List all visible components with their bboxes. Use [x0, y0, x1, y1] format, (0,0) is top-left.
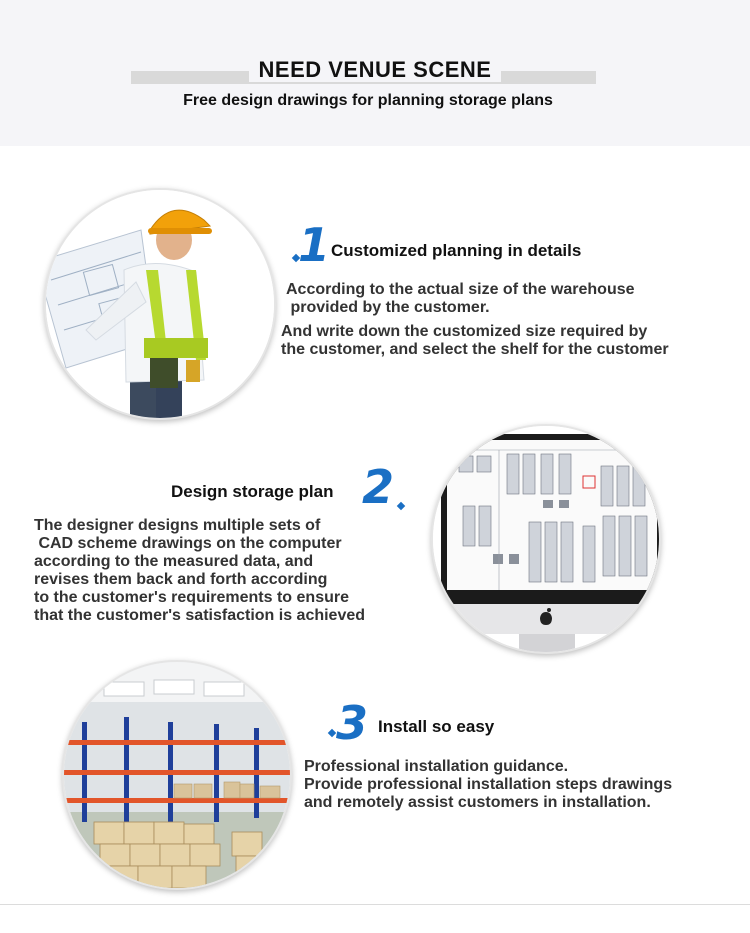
step-2-title: Design storage plan: [171, 482, 334, 501]
step-2-line-1: The designer designs multiple sets of: [34, 517, 321, 534]
computer-monitor-cad-plan-icon: [431, 424, 661, 654]
step-2-line-5: to the customer's requirements to ensure: [34, 589, 349, 606]
step-2-line-2: CAD scheme drawings on the computer: [34, 535, 342, 552]
step-2-number-dot: [397, 502, 405, 510]
warehouse-racking-icon: [62, 660, 292, 890]
footer-divider: [0, 904, 750, 905]
page-title: NEED VENUE SCENE: [0, 57, 750, 83]
step-3-line-2: Provide professional installation steps drawings: [304, 776, 673, 793]
engineer-reading-blueprint-icon: [44, 188, 276, 420]
step-2-number: 2: [362, 460, 395, 514]
step-2-line-3: according to the measured data, and: [34, 553, 314, 570]
step-1-number: 1: [298, 218, 331, 272]
step-1-line-3: And write down the customized size required by: [281, 323, 648, 340]
page-subtitle: Free design drawings for planning storage plans: [183, 92, 553, 109]
step-1-line-1: According to the actual size of the warehouse: [286, 281, 635, 298]
step-2-line-6: that the customer's satisfaction is achieved: [34, 607, 366, 624]
step-3-number-dot: [328, 729, 336, 737]
step-3-number: 3: [336, 696, 369, 750]
step-1-line-4: the customer, and select the shelf for the customer: [281, 341, 669, 358]
step-3-title: Install so easy: [378, 717, 495, 736]
step-1-line-2: provided by the customer.: [286, 299, 490, 316]
step-2-line-4: revises them back and forth according: [34, 571, 328, 588]
step-1-title: Customized planning in details: [331, 241, 582, 260]
step-3-line-3: and remotely assist customers in installation.: [304, 794, 651, 811]
step-3-line-1: Professional installation guidance.: [304, 758, 569, 775]
